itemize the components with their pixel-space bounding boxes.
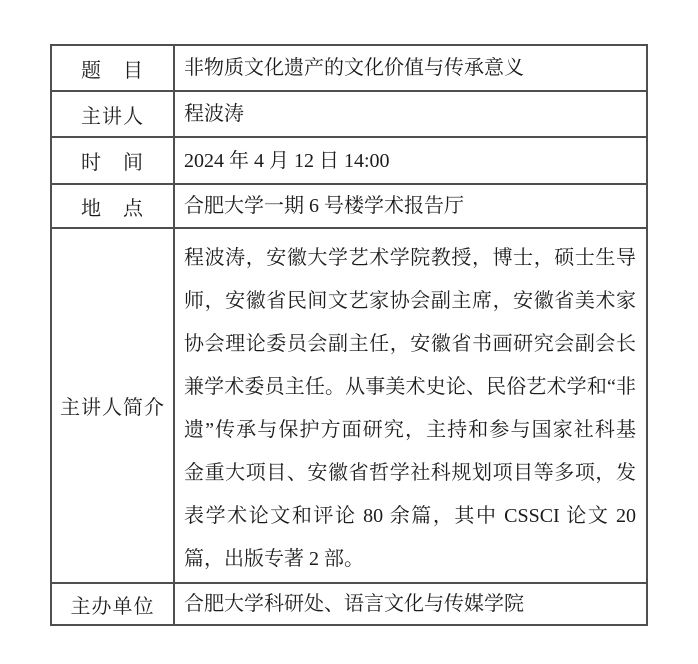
bio-line: 遗”传承与保护方面研究，主持和参与国家社科基 xyxy=(184,419,636,441)
table-row-host xyxy=(52,582,646,624)
row-content-bio xyxy=(175,229,646,582)
table-row-place xyxy=(52,183,646,227)
row-label-title: 题 目 xyxy=(52,46,175,90)
row-label-host: 主办单位 xyxy=(52,584,175,624)
bio-line: 程波涛，安徽大学艺术学院教授，博士，硕士生导 xyxy=(184,247,636,269)
row-content-title: 非物质文化遗产的文化价值与传承意义 xyxy=(184,57,524,79)
table-row-speaker xyxy=(52,90,646,136)
row-label-place: 地 点 xyxy=(52,185,175,227)
row-label-speaker: 主讲人 xyxy=(52,92,175,136)
row-label-bio: 主讲人简介 xyxy=(52,229,175,582)
row-content-host: 合肥大学科研处、语言文化与传媒学院 xyxy=(184,593,524,615)
bio-line: 金重大项目、安徽省哲学社科规划项目等多项，发 xyxy=(184,462,636,484)
row-content-place: 合肥大学一期 6 号楼学术报告厅 xyxy=(184,195,464,217)
bio-line: 师，安徽省民间文艺家协会副主席，安徽省美术家 xyxy=(184,290,636,312)
table-row-time xyxy=(52,136,646,183)
row-content-time: 2024 年 4 月 12 日 14:00 xyxy=(184,149,390,172)
bio-line: 篇，出版专著 2 部。 xyxy=(184,548,364,570)
table-row-title xyxy=(52,46,646,90)
bio-line: 表学术论文和评论 80 余篇，其中 CSSCI 论文 20 xyxy=(184,505,636,527)
table-row-bio xyxy=(52,227,646,582)
row-label-time: 时 间 xyxy=(52,138,175,183)
bio-line: 兼学术委员主任。从事美术史论、民俗艺术学和“非 xyxy=(184,376,636,398)
row-content-speaker: 程波涛 xyxy=(184,103,244,125)
lecture-info-table xyxy=(50,44,648,626)
bio-line: 协会理论委员会副主任，安徽省书画研究会副会长 xyxy=(184,333,636,355)
